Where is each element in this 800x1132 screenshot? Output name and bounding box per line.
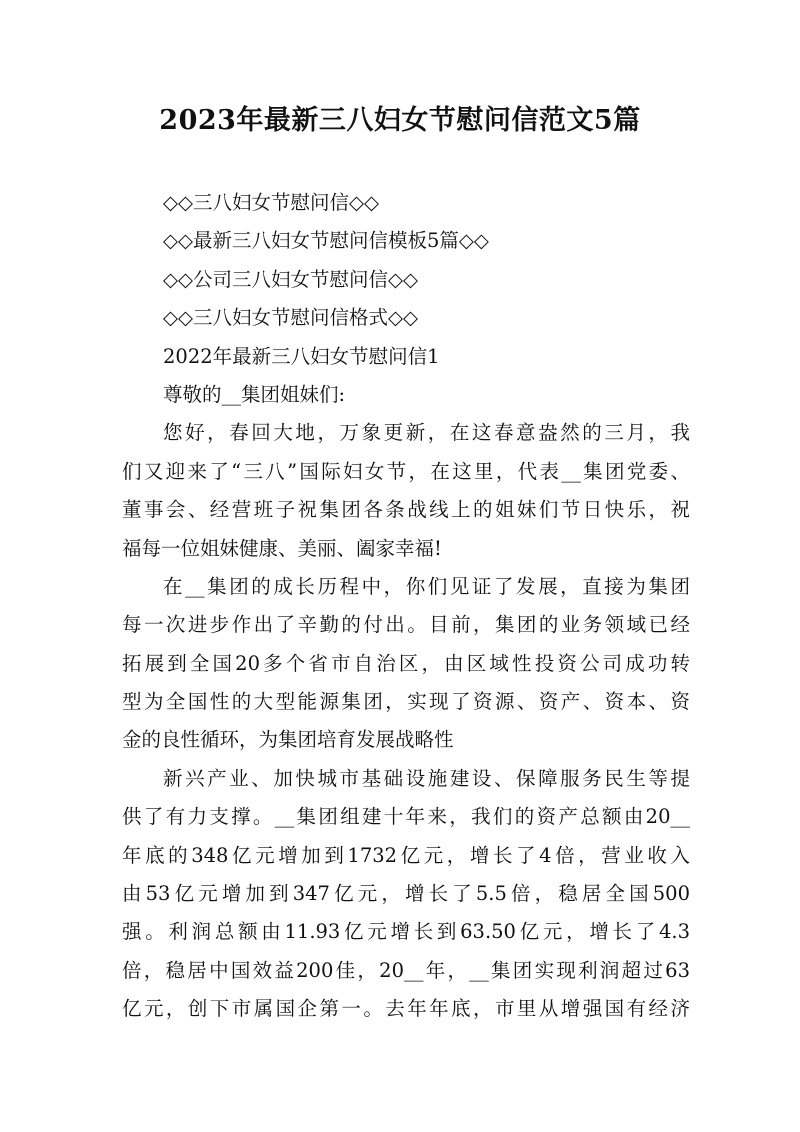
text-line: 每一次进步作出了辛勤的付出。目前，集团的业务领域已经 bbox=[122, 613, 690, 637]
document-body bbox=[122, 184, 690, 1029]
text-line: ◇◇最新三八妇女节慰问信模板5篇◇◇ bbox=[163, 229, 489, 253]
text-line: 倍，稳居中国效益200佳，20__年，__集团实现利润超过63 bbox=[122, 958, 690, 982]
text-line: ◇◇三八妇女节慰问信格式◇◇ bbox=[163, 306, 418, 330]
document-title: 2023年最新三八妇女节慰问信范文5篇 bbox=[159, 105, 641, 136]
text-line: 供了有力支撑。__集团组建十年来，我们的资产总额由20__ bbox=[122, 805, 690, 829]
text-line: 2022年最新三八妇女节慰问信1 bbox=[163, 344, 440, 368]
text-line: 金的良性循环，为集团培育发展战略性 bbox=[122, 728, 454, 752]
text-line: 您好，春回大地，万象更新，在这春意盎然的三月，我 bbox=[163, 421, 690, 445]
text-line: 型为全国性的大型能源集团，实现了资源、资产、资本、资 bbox=[122, 690, 690, 714]
text-line: 在__集团的成长历程中，你们见证了发展，直接为集团 bbox=[163, 574, 690, 598]
text-line: 亿元，创下市属国企第一。去年年底，市里从增强国有经济 bbox=[122, 997, 690, 1021]
text-line: ◇◇公司三八妇女节慰问信◇◇ bbox=[163, 267, 418, 291]
text-line: 年底的348亿元增加到1732亿元，增长了4倍，营业收入 bbox=[122, 843, 690, 867]
text-line: 由53亿元增加到347亿元，增长了5.5倍，稳居全国500 bbox=[122, 882, 690, 906]
text-line: 福每一位姐妹健康、美丽、阖家幸福! bbox=[122, 536, 442, 560]
text-line: 强。利润总额由11.93亿元增长到63.50亿元，增长了4.3 bbox=[122, 920, 690, 944]
text-line: ◇◇三八妇女节慰问信◇◇ bbox=[163, 191, 379, 214]
text-line: 拓展到全国20多个省市自治区，由区域性投资公司成功转 bbox=[122, 651, 690, 675]
text-line: 尊敬的__集团姐妹们: bbox=[163, 382, 346, 406]
text-line: 董事会、经营班子祝集团各条战线上的姐妹们节日快乐，祝 bbox=[122, 498, 690, 522]
text-line: 们又迎来了“三八”国际妇女节，在这里，代表__集团党委、 bbox=[122, 459, 690, 483]
text-line: 新兴产业、加快城市基础设施建设、保障服务民生等提 bbox=[163, 766, 690, 790]
